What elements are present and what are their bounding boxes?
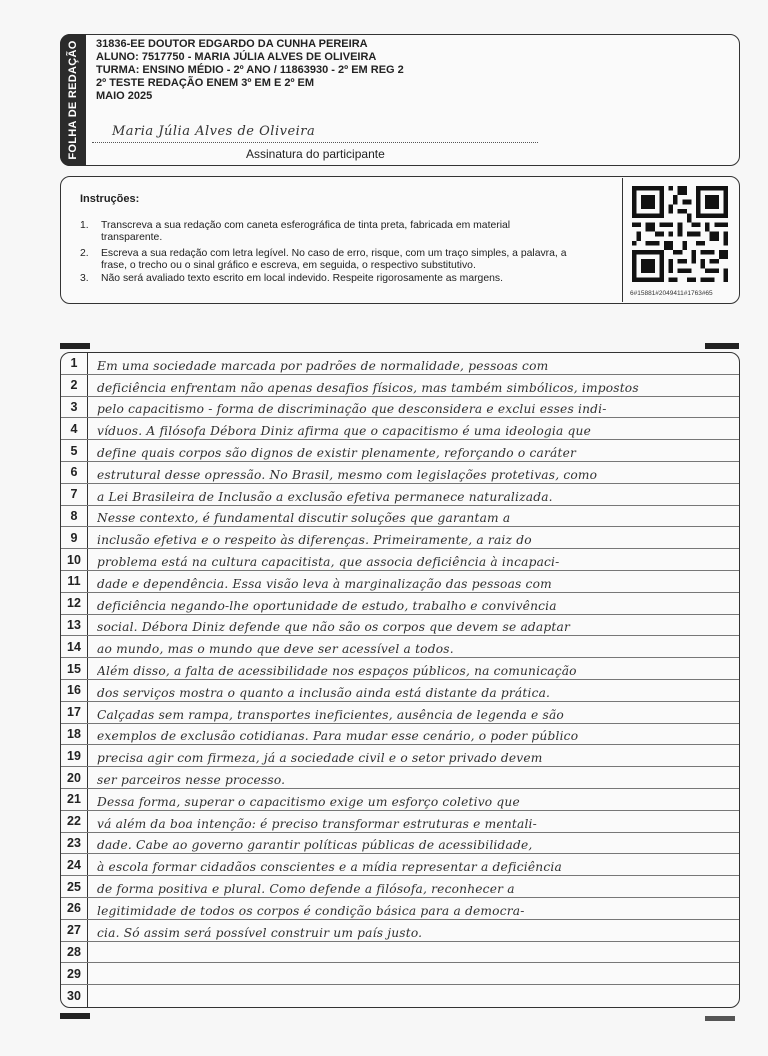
essay-line <box>61 767 739 789</box>
essay-line <box>61 615 739 637</box>
line-number: 10 <box>67 552 81 567</box>
line-number: 25 <box>67 879 81 894</box>
school-name: 31836-EE DOUTOR EDGARDO DA CUNHA PEREIRA <box>96 38 368 50</box>
line-number: 8 <box>70 508 78 523</box>
essay-line <box>61 636 739 658</box>
essay-line <box>61 462 739 484</box>
instruction-item <box>80 248 570 272</box>
handwritten-text: Nesse contexto, é fundamental discutir soluções que garantam a <box>97 511 511 526</box>
handwritten-text: de forma positiva e plural. Como defende a filósofa, reconhecer a <box>97 881 515 896</box>
instruction-number: 3. <box>80 273 89 284</box>
essay-line <box>61 571 739 593</box>
line-number: 23 <box>67 835 81 850</box>
line-number: 11 <box>67 574 81 589</box>
instruction-item <box>80 273 570 285</box>
handwritten-text: exemplos de exclusão cotidianas. Para mudar esse cenário, o poder público <box>97 729 579 744</box>
signature: Maria Júlia Alves de Oliveira <box>112 124 316 139</box>
handwritten-text: ser parceiros nesse processo. <box>97 772 286 787</box>
line-number: 13 <box>67 617 81 632</box>
essay-lines-box <box>60 352 740 1008</box>
line-number: 2 <box>70 378 78 393</box>
essay-line <box>61 506 739 528</box>
instruction-text: Transcreva a sua redação com caneta esferográfica de tinta preta, fabricada em material transparente. <box>101 220 511 243</box>
handwritten-text: Calçadas sem rampa, transportes ineficientes, ausência de legenda e são <box>97 707 564 722</box>
line-number: 16 <box>67 683 81 698</box>
line-number: 19 <box>67 748 81 763</box>
line-number: 30 <box>67 989 81 1004</box>
handwritten-text: problema está na cultura capacitista, que associa deficiência à incapaci- <box>97 554 560 569</box>
essay-line <box>61 920 739 942</box>
essay-line <box>61 942 739 964</box>
line-number: 14 <box>67 639 81 654</box>
instruction-text: Escreva a sua redação com letra legível. No caso de erro, risque, com um traço simples, a palavra, a frase, o trecho ou o sinal gráfico e escreva, em seguida, o respectivo substitutivo. <box>101 248 567 271</box>
line-number: 21 <box>67 792 81 807</box>
handwritten-text: estrutural desse opressão. No Brasil, mesmo com legislações protetivas, como <box>97 467 598 482</box>
handwritten-text: dade e dependência. Essa visão leva à marginalização das pessoas com <box>97 576 552 591</box>
signature-line <box>92 142 538 143</box>
instruction-number: 2. <box>80 248 89 259</box>
register-mark <box>705 1016 735 1021</box>
handwritten-text: precisa agir com firmeza, já a sociedade civil e o setor privado devem <box>97 751 543 766</box>
line-number: 9 <box>70 530 78 545</box>
handwritten-text: deficiência enfrentam não apenas desafios físicos, mas também simbólicos, impostos <box>97 380 639 395</box>
handwritten-text: vá além da boa intenção: é preciso transformar estruturas e mentali- <box>97 816 537 831</box>
side-tab-label: FOLHA DE REDAÇÃO <box>67 40 79 160</box>
essay-line <box>61 484 739 506</box>
register-mark <box>60 1013 90 1019</box>
essay-line <box>61 898 739 920</box>
essay-line <box>61 811 739 833</box>
instructions-title: Instruções: <box>80 193 140 205</box>
handwritten-text: Além disso, a falta de acessibilidade nos espaços públicos, na comunicação <box>97 663 577 678</box>
side-tab <box>60 34 86 166</box>
essay-line <box>61 375 739 397</box>
instruction-number: 1. <box>80 220 89 231</box>
essay-line <box>61 418 739 440</box>
qr-code-icon <box>632 186 728 282</box>
line-number: 3 <box>70 399 78 414</box>
handwritten-text: legitimidade de todos os corpos é condição básica para a democra- <box>97 903 525 918</box>
line-number: 15 <box>67 661 81 676</box>
handwritten-text: ao mundo, mas o mundo que deve ser acessível a todos. <box>97 642 454 657</box>
handwritten-text: social. Débora Diniz defende que não são os corpos que devem se adaptar <box>97 620 570 635</box>
line-number: 22 <box>67 814 81 829</box>
student-name: ALUNO: 7517750 - MARIA JÚLIA ALVES DE OLIVEIRA <box>96 51 377 63</box>
handwritten-text: a Lei Brasileira de Inclusão a exclusão efetiva permanece naturalizada. <box>97 489 553 504</box>
essay-line <box>61 440 739 462</box>
essay-line <box>61 680 739 702</box>
essay-line <box>61 353 739 375</box>
line-number: 18 <box>67 726 81 741</box>
line-number: 12 <box>67 596 81 611</box>
register-mark <box>705 343 739 349</box>
handwritten-text: define quais corpos são dignos de existir plenamente, reforçando o caráter <box>97 445 577 460</box>
handwritten-text: pelo capacitismo - forma de discriminação que desconsidera e exclui esses indi- <box>97 402 607 417</box>
handwritten-text: víduos. A filósofa Débora Diniz afirma que o capacitismo é uma ideologia que <box>97 424 592 439</box>
line-number: 26 <box>67 901 81 916</box>
essay-line <box>61 745 739 767</box>
essay-line <box>61 658 739 680</box>
essay-line <box>61 702 739 724</box>
class-info: TURMA: ENSINO MÉDIO - 2º ANO / 11863930 - 2º EM REG 2 <box>96 64 404 76</box>
essay-line <box>61 397 739 419</box>
line-number: 24 <box>67 857 81 872</box>
essay-line <box>61 724 739 746</box>
essay-line <box>61 985 739 1007</box>
line-number: 29 <box>67 966 81 981</box>
handwritten-text: dade. Cabe ao governo garantir políticas públicas de acessibilidade, <box>97 838 533 853</box>
essay-line <box>61 876 739 898</box>
handwritten-text: Em uma sociedade marcada por padrões de normalidade, pessoas com <box>97 358 549 373</box>
essay-line <box>61 854 739 876</box>
test-name: 2º TESTE REDAÇÃO ENEM 3º EM E 2º EM <box>96 77 315 89</box>
handwritten-text: à escola formar cidadãos conscientes e a mídia representar a deficiência <box>97 860 562 875</box>
line-number: 5 <box>70 443 78 458</box>
register-mark <box>60 343 90 349</box>
essay-line <box>61 527 739 549</box>
qr-id: 6#15881#2049411#1763#65 <box>630 290 713 297</box>
line-number: 28 <box>67 944 81 959</box>
handwritten-text: deficiência negando-lhe oportunidade de estudo, trabalho e convivência <box>97 598 557 613</box>
instruction-text: Não será avaliado texto escrito em local indevido. Respeite rigorosamente as margens. <box>101 273 503 284</box>
handwritten-text: inclusão efetiva e o respeito às diferenças. Primeiramente, a raiz do <box>97 533 532 548</box>
line-number: 6 <box>70 465 78 480</box>
signature-caption: Assinatura do participante <box>246 147 385 161</box>
line-number: 20 <box>67 770 81 785</box>
essay-line <box>61 549 739 571</box>
essay-line <box>61 789 739 811</box>
essay-line <box>61 833 739 855</box>
handwritten-text: Dessa forma, superar o capacitismo exige um esforço coletivo que <box>97 794 520 809</box>
line-number: 1 <box>70 356 78 371</box>
instruction-item <box>80 220 570 244</box>
line-number: 7 <box>70 487 78 502</box>
line-number: 4 <box>70 421 78 436</box>
line-number: 27 <box>67 923 81 938</box>
handwritten-text: dos serviços mostra o quanto a inclusão ainda está distante da prática. <box>97 685 551 700</box>
handwritten-text: cia. Só assim será possível construir um país justo. <box>97 925 423 940</box>
essay-line <box>61 593 739 615</box>
test-date: MAIO 2025 <box>96 90 153 102</box>
essay-line <box>61 963 739 985</box>
line-number: 17 <box>67 705 81 720</box>
